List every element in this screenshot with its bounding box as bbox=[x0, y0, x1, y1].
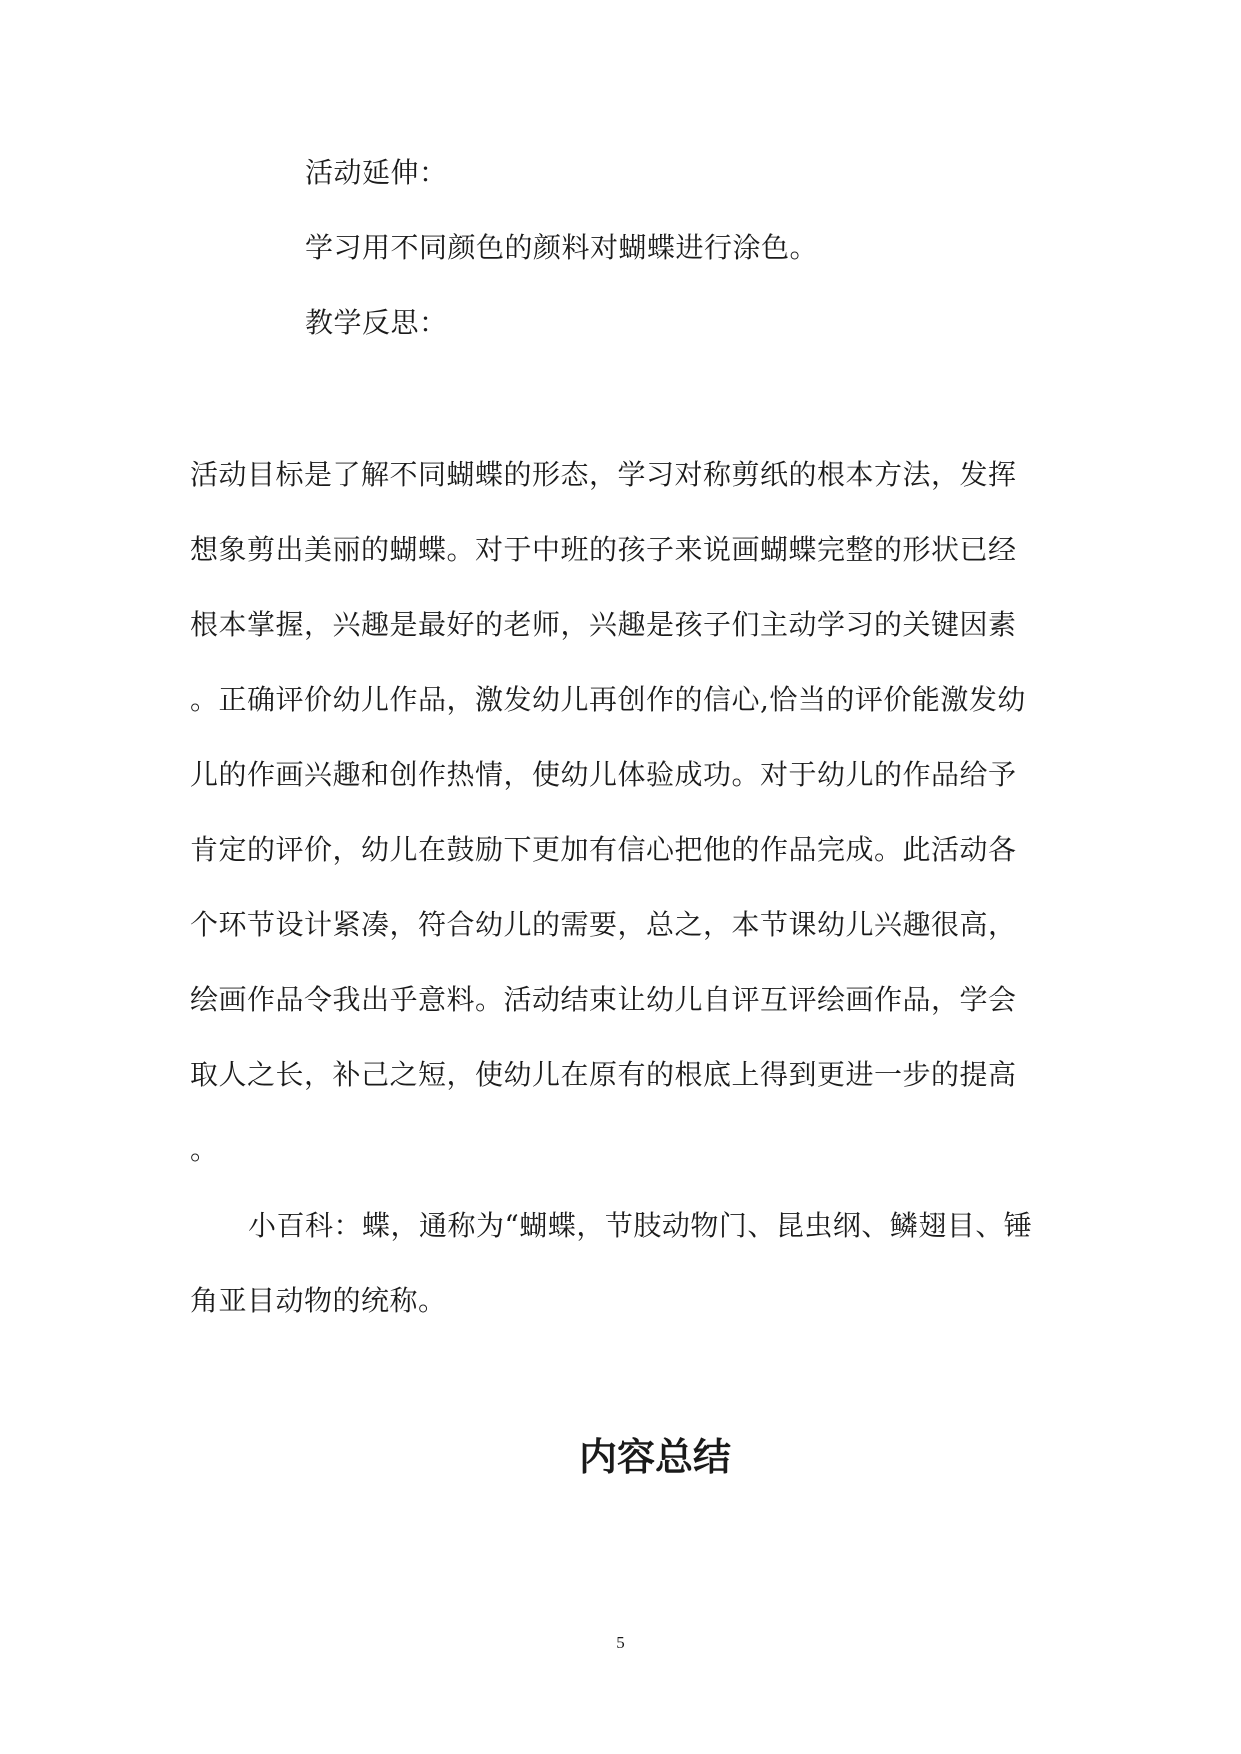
reflection-line: 活动目标是了解不同蝴蝶的形态，学习对称剪纸的根本方法，发挥 bbox=[190, 458, 1017, 491]
page-number: 5 bbox=[616, 1633, 625, 1652]
reflection-line: 。 bbox=[190, 1133, 219, 1166]
reflection-line: 肯定的评价，幼儿在鼓励下更加有信心把他的作品完成。此活动各 bbox=[190, 833, 1017, 866]
reflection-line: 取人之长，补己之短，使幼儿在原有的根底上得到更进一步的提高 bbox=[190, 1058, 1017, 1091]
reflection-line: 儿的作画兴趣和创作热情，使幼儿体验成功。对于幼儿的作品给予 bbox=[190, 758, 1017, 791]
reflection-line: 个环节设计紧凑，符合幼儿的需要，总之，本节课幼儿兴趣很高， bbox=[190, 908, 1017, 941]
reflection-line: 想象剪出美丽的蝴蝶。对于中班的孩子来说画蝴蝶完整的形状已经 bbox=[190, 533, 1017, 566]
reflection-line: 绘画作品令我出乎意料。活动结束让幼儿自评互评绘画作品，学会 bbox=[190, 983, 1017, 1016]
reflection-line: 根本掌握，兴趣是最好的老师，兴趣是孩子们主动学习的关键因素 bbox=[190, 608, 1017, 641]
encyclopedia-line: 小百科：蝶，通称为“蝴蝶，节肢动物门、昆虫纲、鳞翅目、锤 bbox=[248, 1209, 1033, 1242]
reflection-line: 。正确评价幼儿作品，激发幼儿再创作的信心,恰当的评价能激发幼 bbox=[190, 683, 1026, 716]
summary-heading: 内容总结 bbox=[578, 1434, 731, 1479]
reflection-heading: 教学反思： bbox=[305, 306, 448, 339]
extension-heading: 活动延伸： bbox=[305, 156, 448, 189]
extension-text: 学习用不同颜色的颜料对蝴蝶进行涂色。 bbox=[305, 231, 819, 264]
encyclopedia-line: 角亚目动物的统称。 bbox=[190, 1284, 447, 1317]
